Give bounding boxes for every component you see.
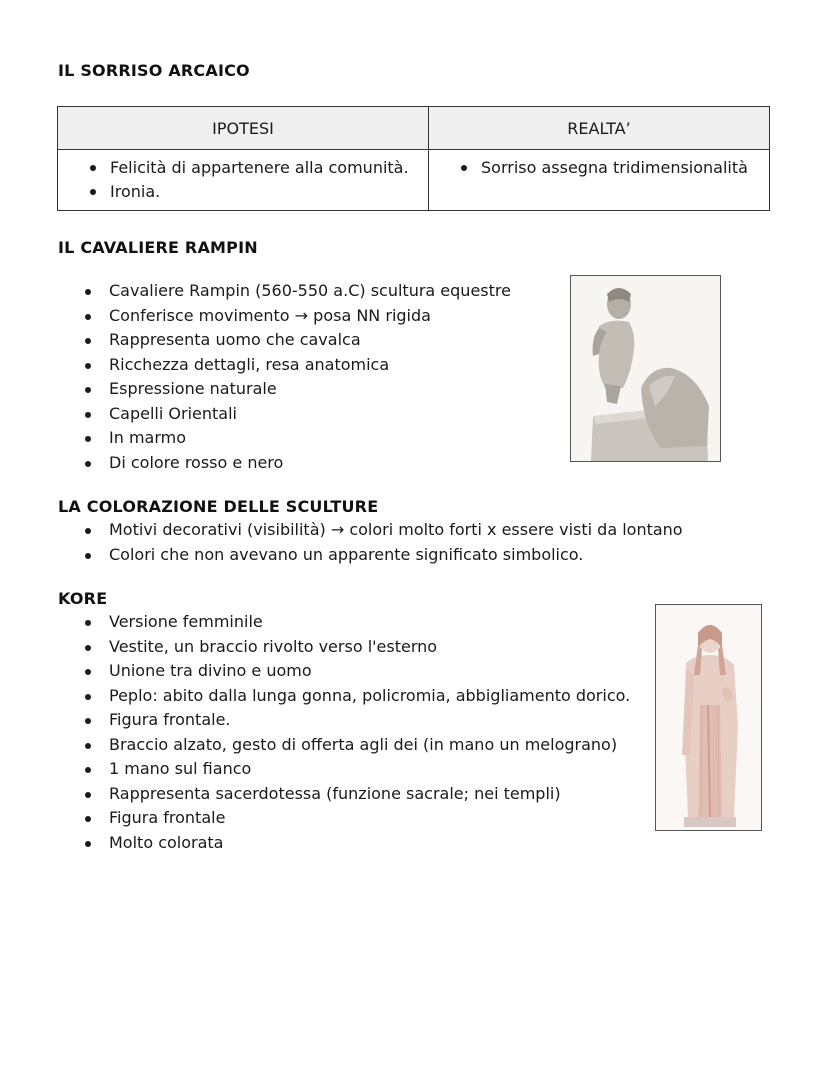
table-cell-ipotesi [58, 150, 429, 211]
list-item: Cavaliere Rampin (560-550 a.C) scultura equestre [83, 279, 511, 304]
list-item: Unione tra divino e uomo [83, 659, 630, 684]
list-item: Vestite, un braccio rivolto verso l'esterno [83, 635, 630, 660]
list-item: Colori che non avevano un apparente significato simbolico. [83, 543, 683, 568]
list-item: Motivi decorativi (visibilità) → colori molto forti x essere visti da lontano [83, 518, 683, 543]
table-header-ipotesi: IPOTESI [58, 107, 429, 150]
list-item: Versione femminile [83, 610, 630, 635]
table-header-realta: REALTA’ [429, 107, 770, 150]
heading-cavaliere-rampin: IL CAVALIERE RAMPIN [58, 238, 258, 257]
list-item: Peplo: abito dalla lunga gonna, policromia, abbigliamento dorico. [83, 684, 630, 709]
heading-colorazione: LA COLORAZIONE DELLE SCULTURE [58, 497, 379, 516]
list-item: In marmo [83, 426, 511, 451]
list-item: Felicità di appartenere alla comunità. [88, 156, 428, 180]
list-item: Molto colorata [83, 831, 630, 856]
kore-list [83, 610, 630, 855]
heading-sorriso-arcaico: IL SORRISO ARCAICO [58, 61, 250, 80]
list-item: Capelli Orientali [83, 402, 511, 427]
list-item: 1 mano sul fianco [83, 757, 630, 782]
list-item: Braccio alzato, gesto di offerta agli dei (in mano un melograno) [83, 733, 630, 758]
rampin-statue-icon [571, 276, 720, 461]
list-item: Di colore rosso e nero [83, 451, 511, 476]
list-item: Conferisce movimento → posa NN rigida [83, 304, 511, 329]
list-item: Espressione naturale [83, 377, 511, 402]
kore-statue-icon [656, 605, 761, 830]
list-item: Rappresenta sacerdotessa (funzione sacrale; nei templi) [83, 782, 630, 807]
list-item: Figura frontale. [83, 708, 630, 733]
colorazione-list [83, 518, 683, 567]
heading-kore: KORE [58, 589, 108, 608]
list-item: Ricchezza dettagli, resa anatomica [83, 353, 511, 378]
table-cell-realta [429, 150, 770, 211]
list-item: Sorriso assegna tridimensionalità [459, 156, 769, 180]
kore-statue-photo [655, 604, 762, 831]
list-item: Ironia. [88, 180, 428, 204]
list-item: Figura frontale [83, 806, 630, 831]
hypothesis-table [57, 106, 770, 211]
rampin-statue-photo [570, 275, 721, 462]
list-item: Rappresenta uomo che cavalca [83, 328, 511, 353]
rampin-list [83, 279, 511, 475]
